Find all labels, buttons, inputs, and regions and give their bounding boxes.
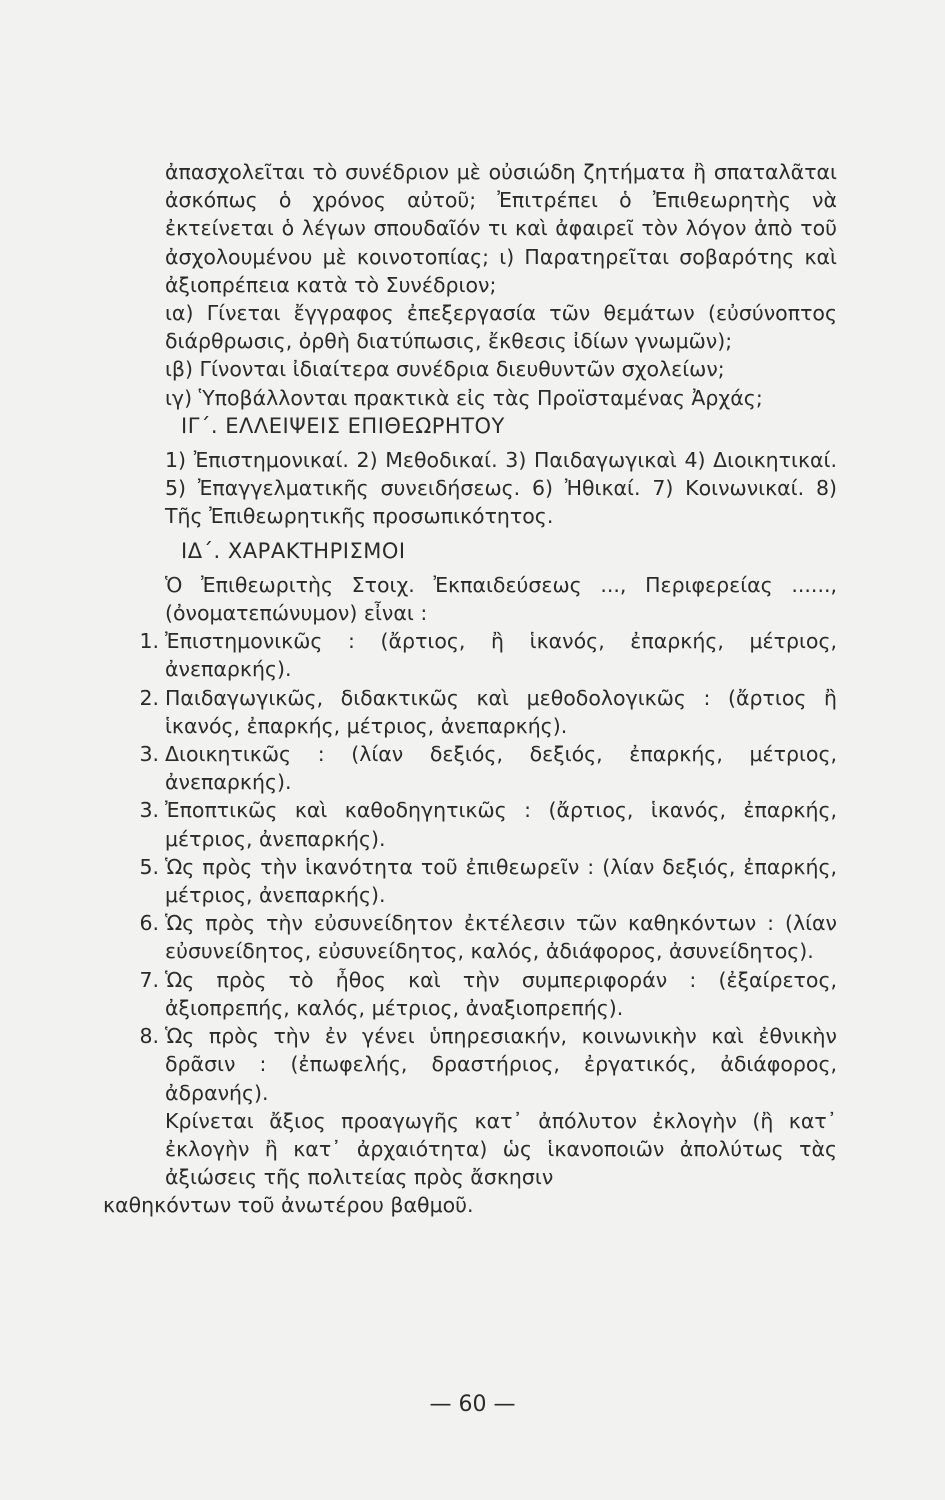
item-text: Ὡς πρὸς τὸ ἦθος καὶ τὴν συμπεριφοράν : (ἐξαίρετος, ἀξιοπρεπής, καλός, μέτριος, ἀναξιοπρεπής). [165, 967, 837, 1020]
list-item [139, 684, 837, 740]
item-text: Διοικητικῶς : (λίαν δεξιός, δεξιός, ἐπαρκής, μέτριος, ἀνεπαρκής). [165, 742, 837, 795]
list-item [139, 740, 837, 796]
item-number: 7. [139, 967, 159, 992]
list-item [139, 1022, 837, 1107]
item-number: 6. [139, 911, 159, 936]
paragraph: Ὁ Ἐπιθεωριτὴς Στοιχ. Ἐκπαιδεύσεως ..., Περιφερείας ......, (ὀνοματεπώνυμον) εἶναι : [165, 572, 837, 626]
paragraph: ια) Γίνεται ἔγγραφος ἐπεξεργασία τῶν θεμάτων (εὐσύνοπτος διάρθρωσις, ὀρθὴ διατύπωσις, ἔκθεσις ἰδίων γνωμῶν); [165, 301, 837, 354]
item-text: Ὡς πρὸς τὴν ἐν γένει ὑπηρεσιακήν, κοινωνικὴν καὶ ἐθνικὴν δρᾶσιν : (ἐπωφελής, δραστήριος, ἐργατικός, ἀδιάφορος, ἀδρανής). [165, 1024, 837, 1105]
list-item [139, 853, 837, 909]
paragraph: ιβ) Γίνονται ἰδιαίτερα συνέδρια διευθυντῶν σχολείων; [165, 357, 725, 382]
paragraph: ἀπασχολεῖται τὸ συνέδριον μὲ οὐσιώδη ζητήματα ἢ σπαταλᾶται ἀσκόπως ὁ χρόνος αὐτοῦ; Ἐπιτρέπει ὁ Ἐπιθεωρητὴς νὰ ἐκτείνεται ὁ λέγων σπουδαῖόν τι καὶ ἀφαιρεῖ τὸν λόγον ἀπὸ τοῦ ἀσχολουμένου μὲ κοινοτοπίας; ι) Παρατηρεῖται σοβαρότης καὶ ἀξιοπρέπεια κατὰ τὸ Συνέδριον; [165, 160, 837, 297]
item-number: 5. [139, 854, 159, 879]
list-item [139, 909, 837, 965]
characterization-list [139, 627, 837, 1106]
item-number: 3. [139, 742, 159, 767]
item-number: 3. [139, 798, 159, 823]
item-text: Παιδαγωγικῶς, διδακτικῶς καὶ μεθοδολογικῶς : (ἄρτιος ἢ ἱκανός, ἐπαρκής, μέτριος, ἀνεπαρκής). [165, 685, 837, 738]
body-text [103, 158, 837, 1220]
section-heading: ΙΓ΄. ΕΛΛΕΙΨΕΙΣ ΕΠΙΘΕΩΡΗΤΟΥ [181, 413, 505, 438]
paragraph: 1) Ἐπιστημονικαί. 2) Μεθοδικαί. 3) Παιδαγωγικαὶ 4) Διοικητικαί. 5) Ἐπαγγελματικῆς συνειδήσεως. 6) Ἠθικαί. 7) Κοινωνικαί. 8) Τῆς Ἐπιθεωρητικῆς προσωπικότητος. [165, 448, 837, 529]
item-text: Ἐπιστημονικῶς : (ἄρτιος, ἢ ἱκανός, ἐπαρκής, μέτριος, ἀνεπαρκής). [165, 629, 837, 682]
item-text: Ὡς πρὸς τὴν εὐσυνείδητον ἐκτέλεσιν τῶν καθηκόντων : (λίαν εὐσυνείδητος, εὐσυνείδητος, καλός, ἀδιάφορος, ἀσυνείδητος). [165, 911, 837, 964]
item-text: Ἐποπτικῶς καὶ καθοδηγητικῶς : (ἄρτιος, ἱκανός, ἐπαρκής, μέτριος, ἀνεπαρκής). [165, 798, 837, 851]
page-number: — 60 — [429, 1392, 516, 1417]
section-heading: ΙΔ΄. ΧΑΡΑΚΤΗΡΙΣΜΟΙ [181, 538, 406, 563]
item-number: 2. [139, 685, 159, 710]
paragraph: ιγ) Ὑποβάλλονται πρακτικὰ εἰς τὰς Προϊσταμένας Ἀρχάς; [165, 385, 763, 410]
list-item [139, 966, 837, 1022]
list-item [139, 627, 837, 683]
closing-paragraph: Κρίνεται ἄξιος προαγωγῆς κατ᾽ ἀπόλυτον ἐκλογὴν (ἢ κατ᾽ ἐκλογὴν ἢ κατ᾽ ἀρχαιότητα) ὡς ἱκανοποιῶν ἀπολύτως τὰς ἀξιώσεις τῆς πολιτείας πρὸς ἄσκησιν [165, 1108, 837, 1190]
item-number: 1. [139, 629, 159, 654]
closing-paragraph-end: καθηκόντων τοῦ ἀνωτέρου βαθμοῦ. [103, 1193, 474, 1218]
item-number: 8. [139, 1024, 159, 1049]
item-text: Ὡς πρὸς τὴν ἱκανότητα τοῦ ἐπιθεωρεῖν : (λίαν δεξιός, ἐπαρκής, μέτριος, ἀνεπαρκής). [165, 854, 837, 908]
list-item [139, 796, 837, 852]
